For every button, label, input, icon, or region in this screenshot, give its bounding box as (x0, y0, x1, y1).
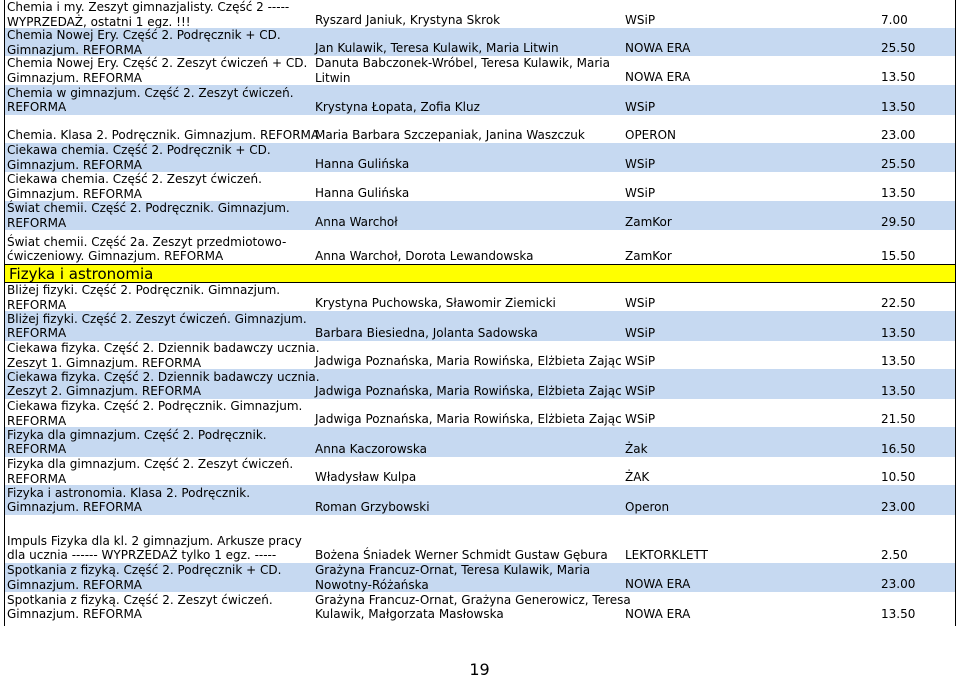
book-authors-line: Grażyna Francuz-Ornat, Teresa Kulawik, Maria (315, 563, 591, 577)
book-authors (315, 128, 621, 143)
book-publisher: NOWA ERA (625, 41, 691, 55)
book-price: 13.50 (881, 70, 916, 84)
table-row (4, 427, 956, 457)
book-authors (315, 548, 621, 563)
book-title-line: Chemia i my. Zeszyt gimnazjalisty. Część 2 ----- (7, 0, 290, 14)
book-title-line: REFORMA (7, 413, 67, 428)
book-authors-line: Litwin (315, 70, 351, 85)
book-title-line: Świat chemii. Część 2a. Zeszyt przedmiotowo- (7, 234, 287, 249)
book-publisher: Operon (625, 500, 670, 514)
book-authors-line: Krystyna Puchowska, Sławomir Ziemicki (315, 296, 556, 310)
book-title (7, 86, 309, 115)
table-row (4, 230, 956, 264)
book-authors-line: Anna Warchoł (315, 215, 398, 229)
book-publisher: ZamKor (625, 249, 672, 263)
table-row (4, 85, 956, 115)
book-price: 21.50 (881, 412, 916, 426)
book-title-line: Fizyka dla gimnazjum. Część 2. Zeszyt ćwiczeń. (7, 457, 294, 471)
book-authors-line: Hanna Gulińska (315, 186, 410, 200)
book-price: 13.50 (881, 354, 916, 368)
book-publisher: WSiP (625, 157, 656, 171)
book-authors (315, 412, 621, 427)
book-authors (315, 13, 621, 28)
book-title-line: REFORMA (7, 215, 67, 230)
table-row (4, 201, 956, 230)
book-authors-line: Nowotny-Różańska (315, 577, 429, 592)
book-authors-line: Jan Kulawik, Teresa Kulawik, Maria Litwin (315, 41, 559, 55)
book-authors (315, 563, 621, 592)
table-row (4, 172, 956, 201)
book-title (7, 563, 309, 592)
book-publisher: WSiP (625, 326, 656, 340)
book-price: 23.00 (881, 128, 916, 142)
table-row (4, 126, 956, 143)
book-title-line: ćwiczeniowy. Gimnazjum. REFORMA (7, 249, 224, 263)
book-price: 7.00 (881, 13, 908, 27)
book-authors (315, 41, 621, 56)
book-authors (315, 215, 621, 230)
book-authors-line: Jadwiga Poznańska, Maria Rowińska, Elżbieta Zając (315, 384, 622, 398)
book-title-line: Gimnazjum. REFORMA (7, 70, 143, 85)
table-row (4, 56, 956, 85)
book-authors (315, 470, 621, 485)
book-title-line: REFORMA (7, 442, 67, 456)
book-title-line: REFORMA (7, 100, 67, 114)
book-publisher: NOWA ERA (625, 577, 691, 591)
book-publisher: OPERON (625, 128, 677, 142)
book-title (7, 0, 309, 29)
book-title-line: Fizyka i astronomia. Klasa 2. Podręcznik. (7, 485, 251, 500)
section-header (4, 264, 956, 283)
table-row (4, 485, 956, 515)
book-publisher: WSiP (625, 13, 656, 27)
book-authors-line: Hanna Gulińska (315, 157, 410, 171)
book-title (7, 428, 309, 457)
book-title-line: Bliżej fizyki. Część 2. Zeszyt ćwiczeń. Gimnazjum. (7, 311, 307, 326)
book-title-line: WYPRZEDAŻ, ostatni 1 egz. !!! (7, 14, 191, 29)
book-authors (315, 157, 621, 172)
book-title-line: Ciekawa chemia. Część 2. Podręcznik + CD. (7, 143, 271, 157)
book-title-line: dla ucznia ------ WYPRZEDAŻ tylko 1 egz. ----- (7, 548, 277, 562)
book-title (7, 593, 309, 622)
book-title-line: Chemia Nowej Ery. Część 2. Zeszyt ćwiczeń + CD. (7, 56, 308, 70)
book-authors-line: Ryszard Janiuk, Krystyna Skrok (315, 13, 501, 27)
table-row (4, 311, 956, 341)
book-publisher: ŻAK (625, 470, 650, 484)
book-title-line: Gimnazjum. REFORMA (7, 157, 143, 172)
book-price: 23.00 (881, 577, 916, 591)
book-authors (315, 326, 621, 341)
book-title-line: Ciekawa fizyka. Część 2. Dziennik badawczy ucznia. (7, 341, 320, 355)
table-row (4, 283, 956, 311)
table-row (4, 143, 956, 172)
book-authors-line: Roman Grzybowski (315, 500, 430, 514)
book-publisher: LEKTORKLETT (625, 548, 708, 562)
table-row (4, 341, 956, 369)
table-row (4, 0, 956, 28)
book-title-line: Gimnazjum. REFORMA (7, 500, 143, 514)
table-row (4, 515, 956, 563)
table-row (4, 28, 956, 56)
book-authors (315, 384, 621, 399)
book-title (7, 486, 309, 515)
book-price: 13.50 (881, 186, 916, 200)
book-authors (315, 186, 621, 201)
book-title-line: REFORMA (7, 326, 67, 340)
book-authors (315, 249, 621, 264)
book-authors-line: Anna Kaczorowska (315, 442, 428, 456)
page-number: 19 (469, 660, 490, 679)
book-publisher: WSiP (625, 296, 656, 310)
book-price: 16.50 (881, 442, 916, 456)
book-price: 29.50 (881, 215, 916, 229)
book-title-line: REFORMA (7, 297, 67, 312)
book-title-line: REFORMA (7, 471, 67, 486)
book-authors-line: Władysław Kulpa (315, 470, 417, 484)
book-price: 2.50 (881, 548, 908, 562)
book-title (7, 399, 309, 428)
book-authors (315, 354, 621, 369)
book-title (7, 28, 309, 57)
book-price: 15.50 (881, 249, 916, 263)
book-price: 10.50 (881, 470, 916, 484)
book-price: 25.50 (881, 157, 916, 171)
book-title-line: Impuls Fizyka dla kl. 2 gimnazjum. Arkusze pracy (7, 533, 302, 548)
book-title-line: Gimnazjum. REFORMA (7, 577, 143, 592)
book-title (7, 235, 309, 264)
book-price: 13.50 (881, 384, 916, 398)
book-authors (315, 500, 621, 515)
book-authors-line: Danuta Babczonek-Wróbel, Teresa Kulawik, Maria (315, 56, 610, 70)
book-title (7, 457, 309, 486)
book-authors (315, 442, 621, 457)
book-title-line: Zeszyt 2. Gimnazjum. REFORMA (7, 384, 202, 398)
book-title-line: Chemia. Klasa 2. Podręcznik. Gimnazjum. REFORMA (7, 128, 320, 142)
book-title-line: Spotkania z fizyką. Część 2. Podręcznik + CD. (7, 563, 282, 577)
book-authors-line: Grażyna Francuz-Ornat, Grażyna Generowicz, Teresa (315, 592, 631, 607)
book-price: 25.50 (881, 41, 916, 55)
book-price: 13.50 (881, 100, 916, 114)
book-authors (315, 56, 621, 85)
book-title-line: Ciekawa fizyka. Część 2. Dziennik badawczy ucznia. (7, 369, 320, 384)
book-title-line: Świat chemii. Część 2. Podręcznik. Gimnazjum. (7, 201, 290, 215)
book-title (7, 534, 309, 563)
book-title-line: Chemia Nowej Ery. Część 2. Podręcznik + CD. (7, 28, 281, 42)
table-border (955, 0, 956, 626)
book-title (7, 172, 309, 201)
book-authors (315, 592, 631, 622)
book-publisher: ZamKor (625, 215, 672, 229)
book-title-line: Ciekawa fizyka. Część 2. Podręcznik. Gimnazjum. (7, 399, 303, 413)
book-price: 22.50 (881, 296, 916, 310)
book-title (7, 283, 309, 312)
book-publisher: WSiP (625, 412, 656, 426)
table-row (4, 399, 956, 427)
book-authors-line: Anna Warchoł, Dorota Lewandowska (315, 249, 534, 263)
section-header-label: Fizyka i astronomia (9, 265, 154, 283)
book-title (7, 341, 320, 370)
book-authors-line: Barbara Biesiedna, Jolanta Sadowska (315, 326, 538, 340)
table-border (4, 0, 5, 626)
book-title (7, 312, 309, 341)
book-authors-line: Kulawik, Małgorzata Masłowska (315, 607, 504, 621)
book-authors (315, 296, 621, 311)
book-publisher: WSiP (625, 100, 656, 114)
book-publisher: WSiP (625, 354, 656, 368)
table-row (4, 592, 956, 622)
book-publisher: Żak (625, 442, 648, 456)
book-publisher: WSiP (625, 186, 656, 200)
book-price: 13.50 (881, 326, 916, 340)
book-title-line: Spotkania z fizyką. Część 2. Zeszyt ćwiczeń. (7, 592, 273, 607)
book-authors-line: Bożena Śniadek Werner Schmidt Gustaw Gębura (315, 548, 608, 562)
table-row (4, 369, 956, 399)
book-title-line: Gimnazjum. REFORMA (7, 186, 143, 201)
book-title (7, 143, 309, 172)
book-authors-line: Krystyna Łopata, Zofia Kluz (315, 100, 480, 114)
book-title (7, 201, 309, 230)
book-title (7, 56, 309, 85)
book-authors-line: Jadwiga Poznańska, Maria Rowińska, Elżbieta Zając (315, 354, 622, 368)
book-publisher: NOWA ERA (625, 607, 691, 621)
book-title-line: Gimnazjum. REFORMA (7, 607, 143, 621)
book-title (7, 128, 320, 143)
table-row (4, 457, 956, 485)
book-title-line: Fizyka dla gimnazjum. Część 2. Podręcznik. (7, 427, 267, 442)
book-price: 13.50 (881, 607, 916, 621)
book-authors-line: Jadwiga Poznańska, Maria Rowińska, Elżbieta Zając (315, 412, 622, 426)
book-title-line: Gimnazjum. REFORMA (7, 42, 143, 57)
book-publisher: NOWA ERA (625, 70, 691, 84)
book-publisher: WSiP (625, 384, 656, 398)
book-price: 23.00 (881, 500, 916, 514)
book-title-line: Ciekawa chemia. Część 2. Zeszyt ćwiczeń. (7, 172, 262, 186)
table-row (4, 563, 956, 592)
book-title-line: Bliżej fizyki. Część 2. Podręcznik. Gimnazjum. (7, 283, 281, 297)
book-authors (315, 100, 621, 115)
book-title-line: Zeszyt 1. Gimnazjum. REFORMA (7, 355, 202, 370)
book-authors-line: Maria Barbara Szczepaniak, Janina Waszczuk (315, 128, 585, 142)
book-title (7, 369, 320, 399)
book-title-line: Chemia w gimnazjum. Część 2. Zeszyt ćwiczeń. (7, 85, 294, 100)
